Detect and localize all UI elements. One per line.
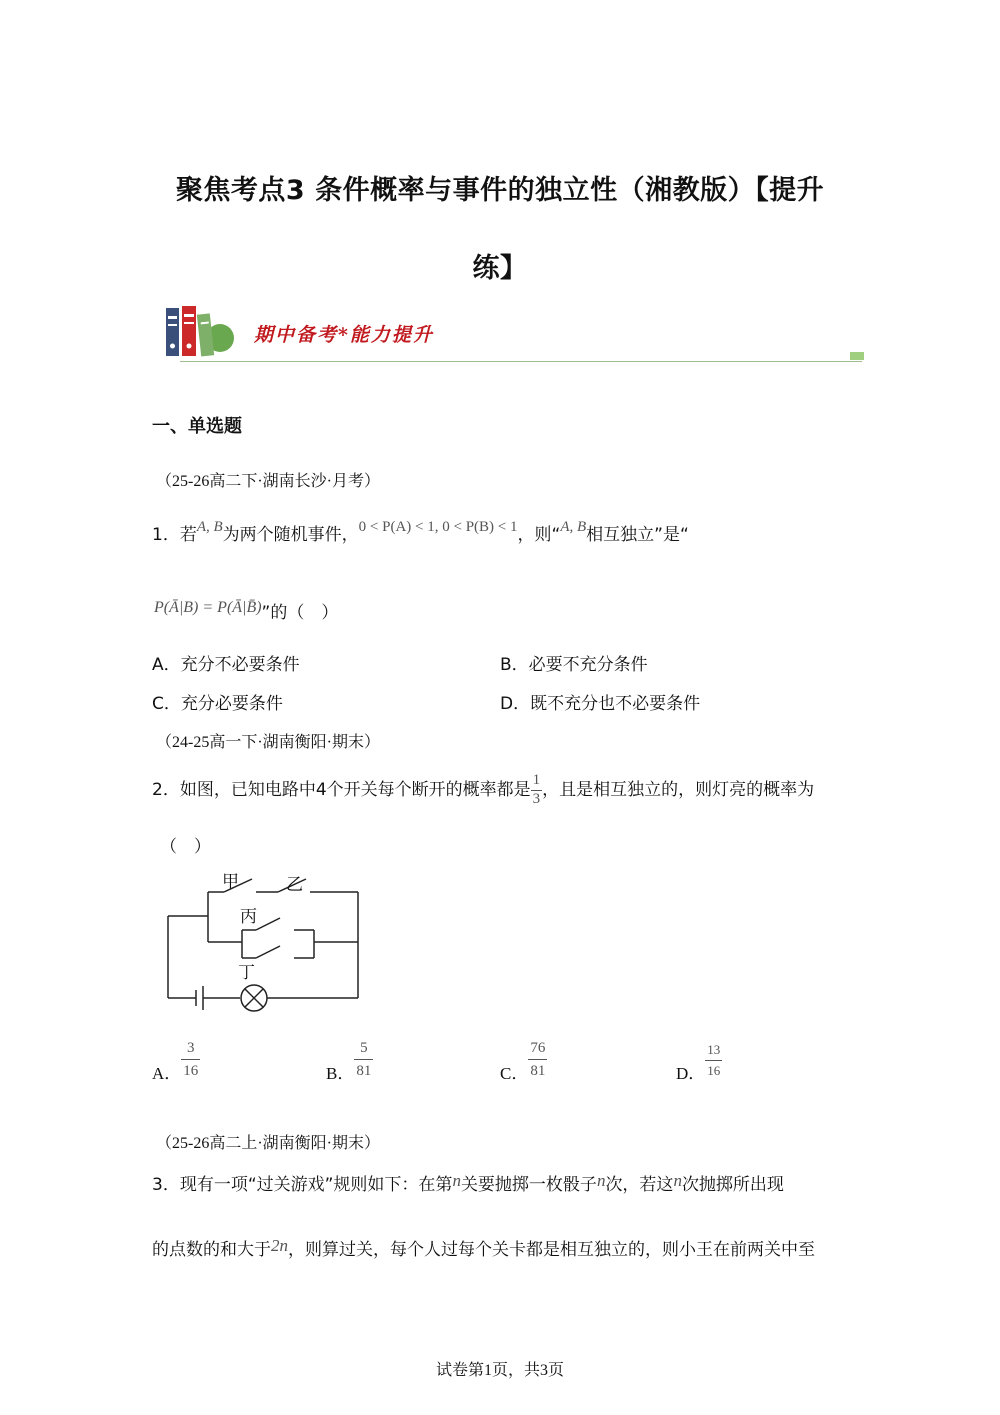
q2-option-d-frac: [705, 1040, 722, 1081]
q3-var-n3: n: [673, 1171, 682, 1190]
q1-num: 1．若: [152, 525, 197, 545]
q1-condition: 0 < P(A) < 1, 0 < P(B) < 1: [358, 519, 518, 535]
q2-option-a[interactable]: [152, 1036, 200, 1086]
q3-var-n1: n: [452, 1171, 461, 1190]
q2-option-b-num: 5: [360, 1040, 368, 1056]
q1-var-ab2: A, B: [560, 519, 587, 535]
q1-source: （25-26高二下·湖南长沙·月考）: [156, 473, 380, 490]
q2-option-a-label: A．: [152, 1064, 182, 1083]
q2-line1: [152, 766, 814, 814]
q2-option-d[interactable]: [676, 1036, 722, 1086]
banner-rule: [180, 361, 862, 362]
switch-label-ding: 丁: [238, 963, 255, 983]
q1-option-c[interactable]: C．充分必要条件: [152, 694, 283, 714]
books-icon: [162, 300, 242, 366]
q2-option-b[interactable]: [326, 1036, 373, 1086]
q1-line2: [154, 598, 338, 623]
q1-text-d: ”的（ ）: [261, 603, 339, 623]
section-heading: 一、单选题: [152, 416, 242, 437]
switch-label-jia: 甲: [222, 872, 239, 892]
q3-line2: [152, 1235, 815, 1260]
q3-line1: [152, 1170, 784, 1195]
q1-var-ab: A, B: [196, 519, 223, 535]
page-footer: 试卷第1页，共3页: [435, 1362, 564, 1379]
q3-source: （25-26高二上·湖南衡阳·期末）: [156, 1135, 380, 1152]
q2-option-c[interactable]: [500, 1036, 547, 1086]
section-banner: [162, 300, 868, 366]
q2-option-a-num: 3: [187, 1040, 195, 1056]
q3-text-f: ，则算过关，每个人过每个关卡都是相互独立的，则小王在前两关中至: [288, 1240, 815, 1260]
q1-text-b: ，则“: [517, 525, 561, 545]
circuit-wires: [160, 862, 370, 1018]
q2-option-c-den: 81: [528, 1059, 547, 1082]
q2-paren: （ ）: [160, 837, 211, 857]
q3-text-d: 次抛掷所出现: [681, 1175, 784, 1195]
circuit-diagram: [160, 862, 370, 1018]
q1-line1: [152, 520, 689, 545]
q2-fraction: [531, 772, 543, 808]
q1-option-a[interactable]: A．充分不必要条件: [152, 655, 300, 675]
q1-formula: P(Ā|B) = P(Ā|B̄): [154, 599, 262, 616]
q3-text-e: 的点数的和大于: [152, 1240, 271, 1260]
q3-two-n: 2n: [271, 1236, 288, 1255]
page-title-line1: 聚焦考点3 条件概率与事件的独立性（湘教版）【提升: [175, 175, 825, 206]
switch-label-bing: 丙: [240, 907, 257, 927]
q2-option-b-frac: [354, 1037, 373, 1082]
q2-option-c-num: 76: [530, 1040, 546, 1056]
q2-option-d-num: 13: [707, 1042, 721, 1057]
page-title-line2: 练】: [472, 253, 528, 284]
q2-frac-den: 3: [532, 790, 541, 807]
q2-option-c-frac: [528, 1037, 547, 1082]
banner-label: 期中备考*能力提升: [254, 324, 434, 346]
q2-option-d-label: D．: [676, 1064, 706, 1083]
q3-text-c: 次，若这: [605, 1175, 674, 1195]
q2-option-a-den: 16: [181, 1059, 200, 1082]
q2-frac-num: 1: [532, 772, 541, 789]
q2-option-b-label: B．: [326, 1064, 355, 1083]
q1-option-d[interactable]: D．既不充分也不必要条件: [500, 694, 701, 714]
q2-text-b: ，且是相互独立的，则灯亮的概率为: [542, 780, 815, 800]
q2-option-b-den: 81: [354, 1059, 373, 1082]
q2-source: （24-25高一下·湖南衡阳·期末）: [156, 734, 380, 751]
q2-option-a-frac: [181, 1037, 200, 1082]
q3-var-n2: n: [596, 1171, 606, 1190]
q1-text-c: 相互独立”是“: [586, 525, 689, 545]
banner-rule-end: [850, 352, 864, 360]
q2-option-c-label: C．: [500, 1064, 529, 1083]
q1-text-a: 为两个随机事件，: [222, 525, 359, 545]
q2-option-d-den: 16: [705, 1060, 722, 1081]
q3-text-a: 3．现有一项“过关游戏”规则如下：在第: [152, 1175, 453, 1195]
switch-label-yi: 乙: [286, 875, 303, 895]
q2-text-a: 2．如图，已知电路中4个开关每个断开的概率都是: [152, 780, 531, 800]
q1-option-b[interactable]: B．必要不充分条件: [500, 655, 648, 675]
q3-text-b: 关要抛掷一枚骰子: [460, 1175, 597, 1195]
